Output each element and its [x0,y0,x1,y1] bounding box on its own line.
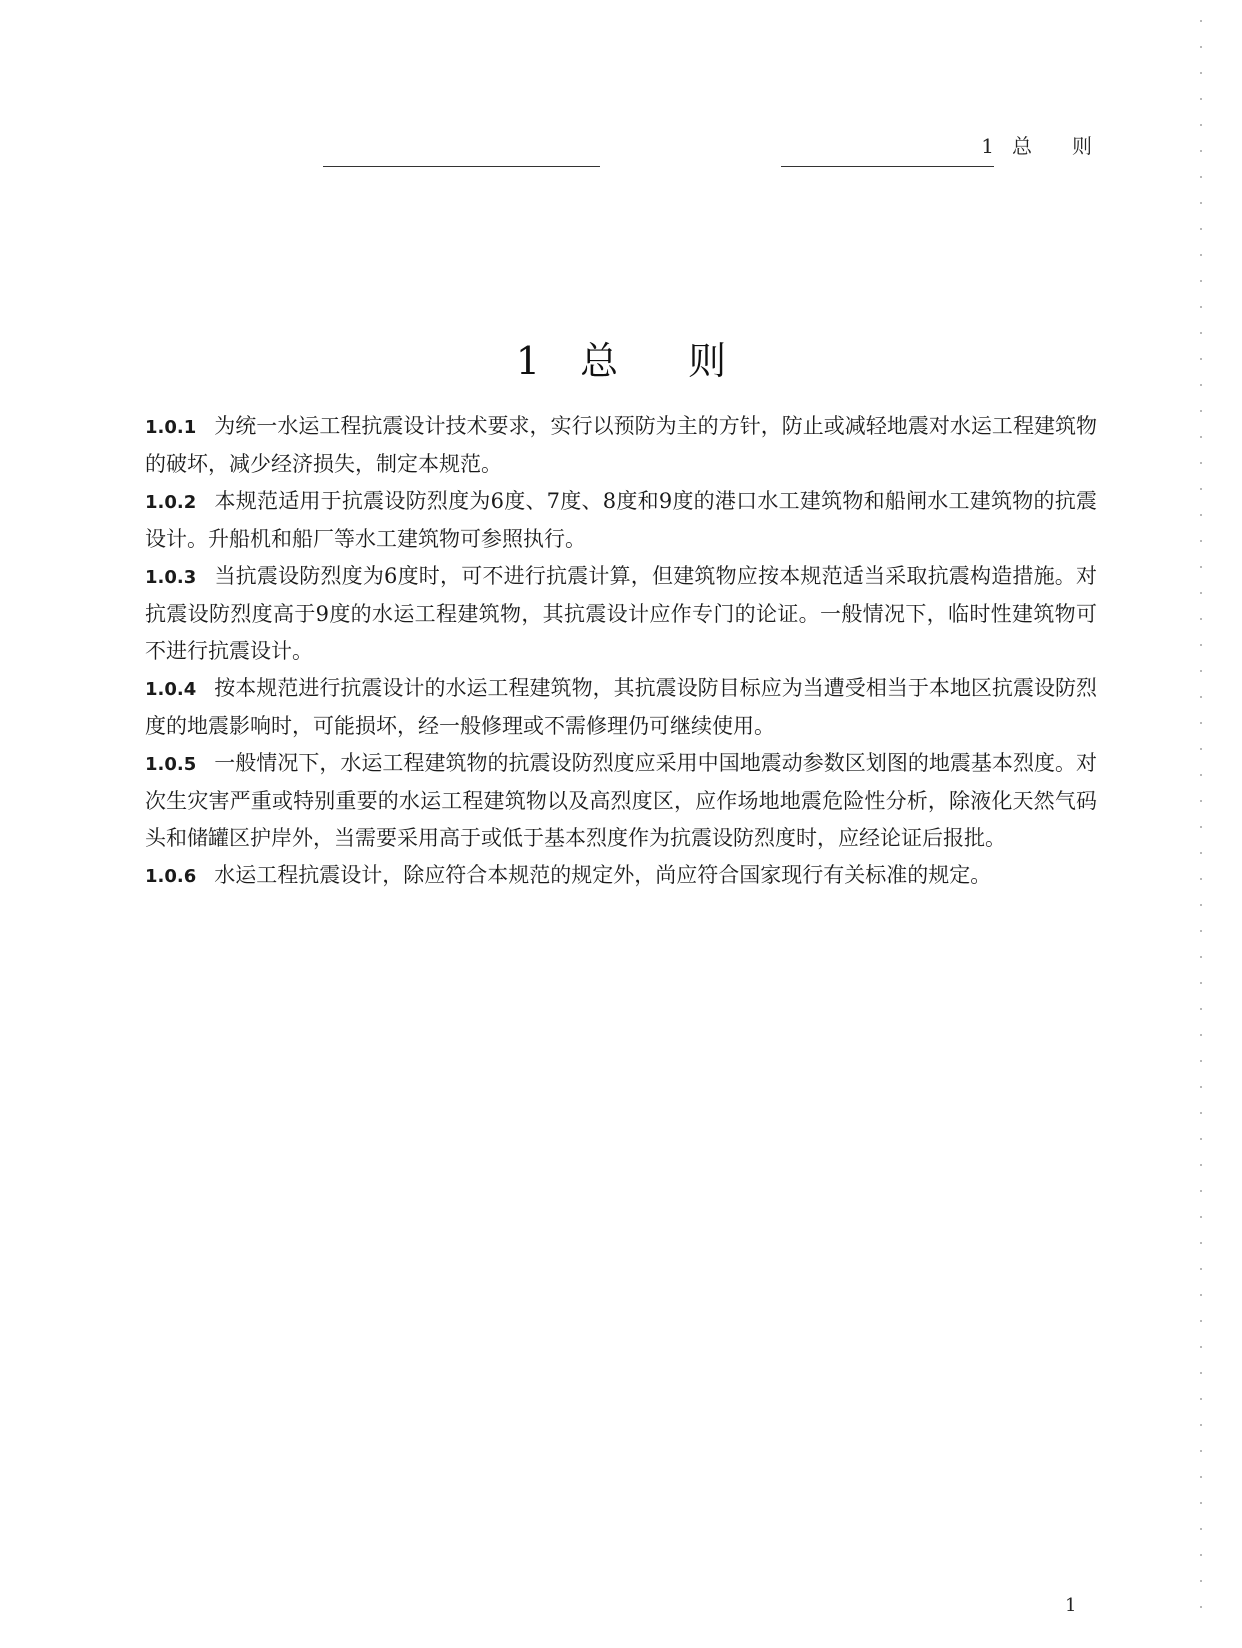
clause-number: 1.0.5 [145,754,197,775]
clause-text: 一般情况下，水运工程建筑物的抗震设防烈度应采用中国地震动参数区划图的地震基本烈度。对次生灾害严重或特别重要的水运工程建筑物以及高烈度区，应作场地地震危险性分析，除液化天然气码头和储罐区护岸外，当需要采用高于或低于基本烈度作为抗震设防烈度时，应经论证后报批。 [145,751,1097,850]
chapter-title-char-1: 总 [580,339,619,383]
clause-number: 1.0.6 [145,866,197,887]
clause-1-0-1 [145,408,1097,483]
clause-text: 当抗震设防烈度为6度时，可不进行抗震计算，但建筑物应按本规范适当采取抗震构造措施。对抗震设防烈度高于9度的水运工程建筑物，其抗震设计应作专门的论证。一般情况下，临时性建筑物可不进行抗震设计。 [145,564,1097,663]
clause-text: 本规范适用于抗震设防烈度为6度、7度、8度和9度的港口水工建筑物和船闸水工建筑物的抗震设计。升船机和船厂等水工建筑物可参照执行。 [145,489,1097,551]
clause-1-0-3 [145,558,1097,670]
clause-1-0-4 [145,670,1097,745]
header-rule-left [323,166,600,167]
running-header [981,130,1092,159]
chapter-title-char-2: 则 [688,339,727,383]
clause-number: 1.0.2 [145,492,197,513]
header-rule-right [781,166,994,167]
clause-number: 1.0.4 [145,679,197,700]
running-header-char-2: 则 [1072,134,1092,158]
clause-1-0-6 [145,857,1097,895]
page-number: 1 [1065,1595,1077,1616]
clause-text: 为统一水运工程抗震设计技术要求，实行以预防为主的方针，防止或减轻地震对水运工程建筑物的破坏，减少经济损失，制定本规范。 [145,414,1097,476]
chapter-title [0,330,1242,385]
clause-1-0-2 [145,483,1097,558]
scan-edge-marks [1200,20,1202,1620]
clause-number: 1.0.3 [145,567,197,588]
clause-text: 水运工程抗震设计，除应符合本规范的规定外，尚应符合国家现行有关标准的规定。 [214,863,992,887]
running-header-chapter-number: 1 [981,134,994,158]
clause-number: 1.0.1 [145,417,197,438]
running-header-char-1: 总 [1012,134,1032,158]
chapter-title-number: 1 [515,339,541,383]
clause-1-0-5 [145,745,1097,857]
clause-list [145,408,1097,895]
clause-text: 按本规范进行抗震设计的水运工程建筑物，其抗震设防目标应为当遭受相当于本地区抗震设防烈度的地震影响时，可能损坏，经一般修理或不需修理仍可继续使用。 [145,676,1097,738]
